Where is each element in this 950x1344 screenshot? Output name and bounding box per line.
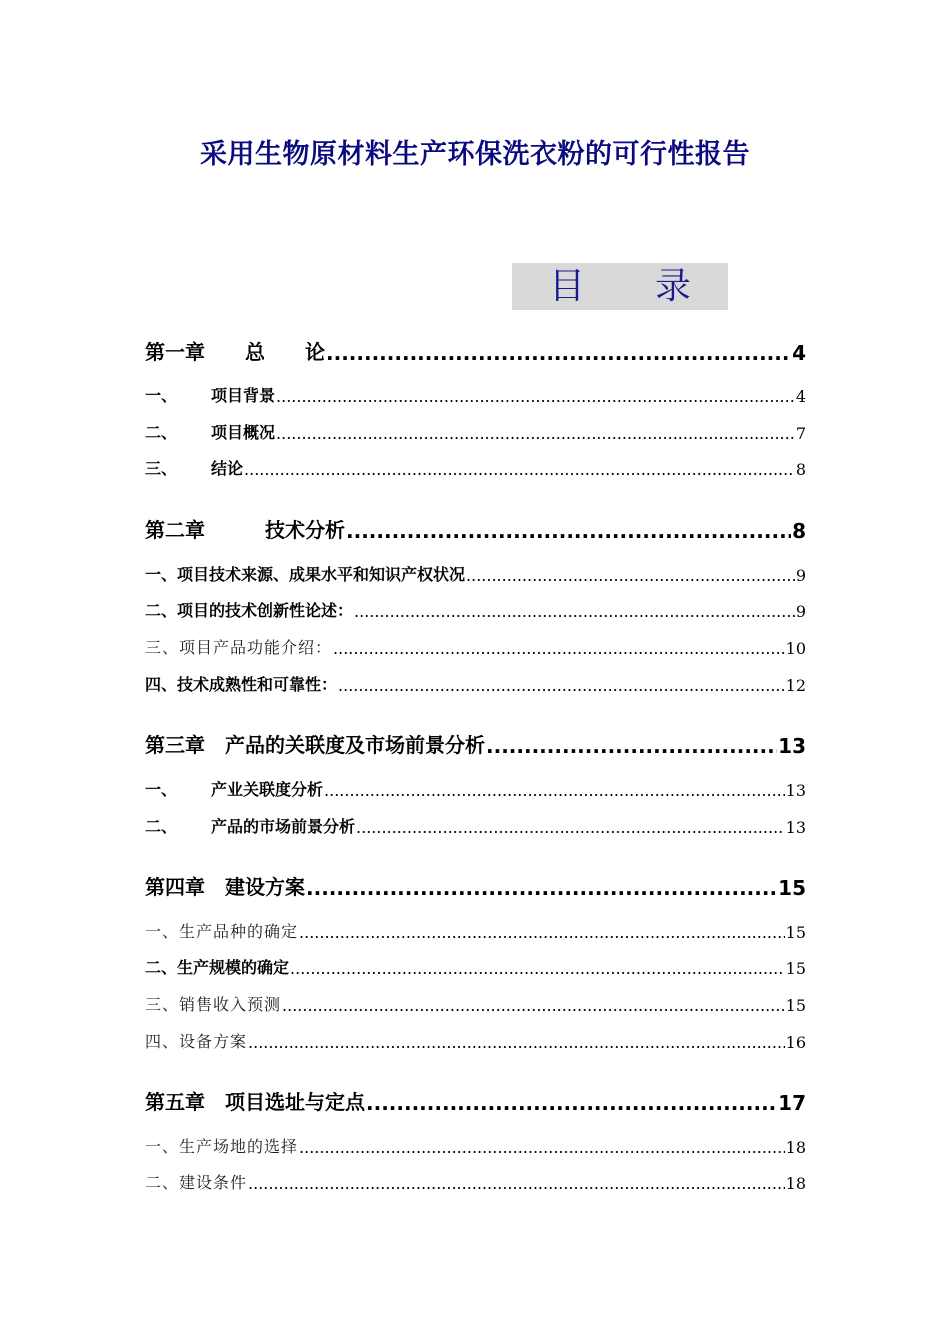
toc-heading xyxy=(512,263,728,310)
toc-page-number: 13 xyxy=(785,818,806,837)
toc-page-number: 13 xyxy=(778,734,806,758)
toc-entry-label: 三、销售收入预测 xyxy=(145,995,282,1014)
dot-leader xyxy=(248,1177,785,1193)
toc-page-number: 4 xyxy=(795,387,806,406)
toc-section-5-1[interactable] xyxy=(145,1134,806,1157)
toc-page-number: 7 xyxy=(795,424,806,443)
toc-section-1-2[interactable] xyxy=(145,420,806,443)
dot-leader xyxy=(346,523,791,543)
toc-section-2-4[interactable] xyxy=(145,672,806,695)
dot-leader xyxy=(324,784,785,800)
toc-entry-label: 产业关联度分析 xyxy=(211,780,324,799)
toc-section-4-1[interactable] xyxy=(145,919,806,942)
toc-page-number: 15 xyxy=(785,923,806,942)
dot-leader xyxy=(276,427,795,443)
toc-entry-label: 一、项目技术来源、成果水平和知识产权状况 xyxy=(145,565,466,584)
toc-page-number: 13 xyxy=(785,781,806,800)
toc-entry-label: 四、技术成熟性和可靠性： xyxy=(145,675,338,694)
toc-chapter-4[interactable] xyxy=(145,871,806,900)
toc-entry-number: 一、 xyxy=(145,386,178,405)
toc-page-number: 15 xyxy=(778,876,806,900)
toc-page-number: 9 xyxy=(795,566,806,585)
toc-page-number: 15 xyxy=(785,996,806,1015)
dot-leader xyxy=(306,880,777,900)
toc-section-4-3[interactable] xyxy=(145,992,806,1015)
toc-entry-label: 第一章 总 论 xyxy=(145,340,325,364)
dot-leader xyxy=(354,605,795,621)
toc-entry-label: 一、生产品种的确定 xyxy=(145,922,299,941)
toc-entry-label: 二、生产规模的确定 xyxy=(145,958,290,977)
dot-leader xyxy=(244,463,795,479)
toc-entry-label: 项目背景 xyxy=(211,386,276,405)
dot-leader xyxy=(299,1141,785,1157)
toc-heading-char-2: 录 xyxy=(655,266,692,307)
toc-section-1-3[interactable] xyxy=(145,456,806,479)
toc-entry-label: 第三章 产品的关联度及市场前景分析 xyxy=(145,733,485,757)
dot-leader xyxy=(366,1095,777,1115)
toc-entry-number: 一、 xyxy=(145,780,178,799)
dot-leader xyxy=(356,821,785,837)
toc-page-number: 8 xyxy=(795,460,806,479)
toc-chapter-1[interactable] xyxy=(145,336,806,365)
dot-leader xyxy=(276,390,795,406)
toc-entry-label: 四、设备方案 xyxy=(145,1032,248,1051)
toc-page-number: 18 xyxy=(785,1138,806,1157)
toc-entry-label: 二、建设条件 xyxy=(145,1173,248,1192)
dot-leader xyxy=(333,642,785,658)
toc-section-3-1[interactable] xyxy=(145,777,806,800)
toc-entry-label: 产品的市场前景分析 xyxy=(211,817,356,836)
toc-section-5-2[interactable] xyxy=(145,1170,806,1193)
toc-page-number: 4 xyxy=(792,341,806,365)
toc-section-2-1[interactable] xyxy=(145,562,806,585)
toc-section-4-4[interactable] xyxy=(145,1029,806,1052)
toc-chapter-5[interactable] xyxy=(145,1086,806,1115)
dot-leader xyxy=(486,738,777,758)
toc-section-3-2[interactable] xyxy=(145,814,806,837)
dot-leader xyxy=(248,1036,785,1052)
dot-leader xyxy=(326,345,791,365)
toc-entry-number: 二、 xyxy=(145,817,178,836)
toc-chapter-3[interactable] xyxy=(145,729,806,758)
toc-page-number: 9 xyxy=(795,602,806,621)
toc-page-number: 15 xyxy=(785,959,806,978)
toc-page-number: 18 xyxy=(785,1174,806,1193)
dot-leader xyxy=(282,999,785,1015)
toc-entry-label: 结论 xyxy=(211,459,244,478)
toc-page-number: 12 xyxy=(785,676,806,695)
dot-leader xyxy=(290,962,785,978)
toc-entry-number: 二、 xyxy=(145,423,178,442)
toc-page-number: 10 xyxy=(785,639,806,658)
toc-heading-char-1: 目 xyxy=(548,266,585,307)
toc-section-1-1[interactable] xyxy=(145,383,806,406)
toc-entry-label: 项目概况 xyxy=(211,423,276,442)
toc-section-2-2[interactable] xyxy=(145,598,806,621)
toc-section-4-2[interactable] xyxy=(145,955,806,978)
toc-entry-label: 三、项目产品功能介绍： xyxy=(145,638,333,657)
toc-entry-label: 第五章 项目选址与定点 xyxy=(145,1090,365,1114)
toc-page-number: 8 xyxy=(792,519,806,543)
toc-entry-label: 二、项目的技术创新性论述： xyxy=(145,601,354,620)
toc-chapter-2[interactable] xyxy=(145,514,806,543)
dot-leader xyxy=(299,926,785,942)
dot-leader xyxy=(338,679,785,695)
toc-entry-label: 第二章 技术分析 xyxy=(145,518,345,542)
toc-page-number: 17 xyxy=(778,1091,806,1115)
document-title: 采用生物原材料生产环保洗衣粉的可行性报告 xyxy=(200,139,750,170)
toc-entry-number: 三、 xyxy=(145,459,178,478)
toc-section-2-3[interactable] xyxy=(145,635,806,658)
toc-entry-label: 一、生产场地的选择 xyxy=(145,1137,299,1156)
toc-entry-label: 第四章 建设方案 xyxy=(145,875,305,899)
dot-leader xyxy=(466,569,795,585)
toc-page-number: 16 xyxy=(785,1033,806,1052)
